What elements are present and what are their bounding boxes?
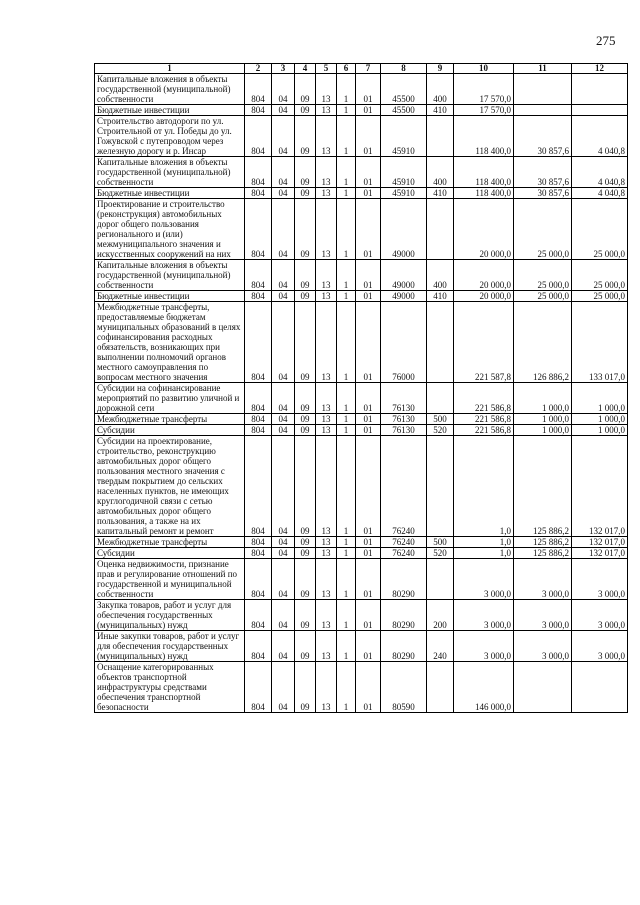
code-cell: 500 bbox=[427, 414, 454, 425]
row-name-cell: Субсидии bbox=[95, 548, 245, 559]
code-cell: 1 bbox=[337, 116, 356, 157]
amount-cell: 118 400,0 bbox=[454, 157, 514, 188]
amount-cell: 3 000,0 bbox=[572, 559, 628, 600]
code-cell bbox=[427, 662, 454, 713]
row-name-cell: Проектирование и строительство (реконструкция) автомобильных дорог общего пользования регионального и (или) межмуниципального значения и искусственных сооружений на них bbox=[95, 199, 245, 260]
table-row bbox=[95, 662, 628, 713]
code-cell: 09 bbox=[295, 291, 316, 302]
code-cell bbox=[427, 383, 454, 414]
code-cell: 804 bbox=[245, 116, 272, 157]
code-cell: 1 bbox=[337, 260, 356, 291]
header-cell: 11 bbox=[514, 64, 572, 74]
code-cell: 01 bbox=[356, 600, 381, 631]
code-cell: 04 bbox=[272, 425, 295, 436]
code-cell: 13 bbox=[316, 662, 337, 713]
amount-cell: 1 000,0 bbox=[514, 414, 572, 425]
amount-cell: 1,0 bbox=[454, 537, 514, 548]
code-cell: 01 bbox=[356, 157, 381, 188]
amount-cell: 125 886,2 bbox=[514, 537, 572, 548]
table-header-row bbox=[95, 64, 628, 74]
code-cell: 520 bbox=[427, 425, 454, 436]
table-body bbox=[95, 74, 628, 713]
code-cell: 804 bbox=[245, 188, 272, 199]
amount-cell: 3 000,0 bbox=[572, 600, 628, 631]
code-cell: 804 bbox=[245, 302, 272, 383]
header-cell: 8 bbox=[381, 64, 427, 74]
amount-cell: 30 857,6 bbox=[514, 116, 572, 157]
amount-cell: 221 586,8 bbox=[454, 414, 514, 425]
code-cell: 804 bbox=[245, 199, 272, 260]
header-cell: 1 bbox=[95, 64, 245, 74]
code-cell: 45500 bbox=[381, 105, 427, 116]
code-cell: 1 bbox=[337, 105, 356, 116]
code-cell: 01 bbox=[356, 414, 381, 425]
table-row bbox=[95, 116, 628, 157]
code-cell: 09 bbox=[295, 116, 316, 157]
header-cell: 7 bbox=[356, 64, 381, 74]
code-cell: 13 bbox=[316, 291, 337, 302]
amount-cell: 126 886,2 bbox=[514, 302, 572, 383]
amount-cell: 1,0 bbox=[454, 436, 514, 537]
table-row bbox=[95, 302, 628, 383]
amount-cell: 3 000,0 bbox=[454, 600, 514, 631]
code-cell: 04 bbox=[272, 537, 295, 548]
amount-cell: 132 017,0 bbox=[572, 537, 628, 548]
table-row bbox=[95, 425, 628, 436]
code-cell: 01 bbox=[356, 383, 381, 414]
code-cell: 09 bbox=[295, 631, 316, 662]
code-cell: 1 bbox=[337, 631, 356, 662]
code-cell: 09 bbox=[295, 188, 316, 199]
code-cell: 09 bbox=[295, 548, 316, 559]
table-row bbox=[95, 600, 628, 631]
amount-cell: 4 040,8 bbox=[572, 188, 628, 199]
code-cell: 04 bbox=[272, 157, 295, 188]
amount-cell: 20 000,0 bbox=[454, 199, 514, 260]
table-row bbox=[95, 260, 628, 291]
code-cell: 09 bbox=[295, 600, 316, 631]
amount-cell: 132 017,0 bbox=[572, 436, 628, 537]
row-name-cell: Строительство автодороги по ул. Строительной от ул. Победы до ул. Гожувской с путепроводом через железную дорогу и р. Инсар bbox=[95, 116, 245, 157]
code-cell: 49000 bbox=[381, 291, 427, 302]
code-cell: 01 bbox=[356, 425, 381, 436]
code-cell: 1 bbox=[337, 425, 356, 436]
code-cell: 1 bbox=[337, 537, 356, 548]
code-cell: 01 bbox=[356, 188, 381, 199]
code-cell: 09 bbox=[295, 105, 316, 116]
amount-cell: 125 886,2 bbox=[514, 548, 572, 559]
code-cell: 200 bbox=[427, 600, 454, 631]
code-cell: 520 bbox=[427, 548, 454, 559]
amount-cell: 1 000,0 bbox=[572, 383, 628, 414]
code-cell: 13 bbox=[316, 199, 337, 260]
code-cell bbox=[427, 302, 454, 383]
amount-cell: 3 000,0 bbox=[514, 559, 572, 600]
amount-cell: 25 000,0 bbox=[572, 291, 628, 302]
code-cell: 04 bbox=[272, 559, 295, 600]
code-cell: 804 bbox=[245, 157, 272, 188]
amount-cell: 25 000,0 bbox=[514, 260, 572, 291]
code-cell: 500 bbox=[427, 537, 454, 548]
code-cell: 45910 bbox=[381, 116, 427, 157]
amount-cell: 17 570,0 bbox=[454, 74, 514, 105]
amount-cell: 4 040,8 bbox=[572, 157, 628, 188]
code-cell: 804 bbox=[245, 548, 272, 559]
row-name-cell: Межбюджетные трансферты bbox=[95, 414, 245, 425]
code-cell: 01 bbox=[356, 302, 381, 383]
code-cell: 04 bbox=[272, 199, 295, 260]
code-cell: 13 bbox=[316, 600, 337, 631]
header-cell: 4 bbox=[295, 64, 316, 74]
code-cell: 01 bbox=[356, 105, 381, 116]
amount-cell: 20 000,0 bbox=[454, 260, 514, 291]
code-cell: 80290 bbox=[381, 559, 427, 600]
code-cell: 13 bbox=[316, 74, 337, 105]
table-row bbox=[95, 436, 628, 537]
table-row bbox=[95, 537, 628, 548]
header-cell: 9 bbox=[427, 64, 454, 74]
code-cell: 804 bbox=[245, 291, 272, 302]
code-cell: 13 bbox=[316, 436, 337, 537]
code-cell: 49000 bbox=[381, 199, 427, 260]
code-cell: 80590 bbox=[381, 662, 427, 713]
code-cell: 04 bbox=[272, 548, 295, 559]
code-cell: 13 bbox=[316, 548, 337, 559]
amount-cell: 25 000,0 bbox=[514, 291, 572, 302]
amount-cell: 17 570,0 bbox=[454, 105, 514, 116]
code-cell: 13 bbox=[316, 414, 337, 425]
amount-cell bbox=[572, 662, 628, 713]
code-cell: 1 bbox=[337, 74, 356, 105]
amount-cell: 118 400,0 bbox=[454, 188, 514, 199]
code-cell: 13 bbox=[316, 116, 337, 157]
code-cell: 1 bbox=[337, 414, 356, 425]
code-cell: 01 bbox=[356, 548, 381, 559]
amount-cell: 146 000,0 bbox=[454, 662, 514, 713]
code-cell bbox=[427, 559, 454, 600]
table-row bbox=[95, 188, 628, 199]
code-cell: 410 bbox=[427, 188, 454, 199]
table-row bbox=[95, 291, 628, 302]
amount-cell: 132 017,0 bbox=[572, 548, 628, 559]
code-cell: 45910 bbox=[381, 157, 427, 188]
code-cell: 04 bbox=[272, 600, 295, 631]
code-cell bbox=[427, 116, 454, 157]
amount-cell: 3 000,0 bbox=[454, 559, 514, 600]
code-cell: 76130 bbox=[381, 383, 427, 414]
code-cell: 76240 bbox=[381, 537, 427, 548]
table-row bbox=[95, 74, 628, 105]
amount-cell: 30 857,6 bbox=[514, 157, 572, 188]
amount-cell bbox=[514, 74, 572, 105]
code-cell: 1 bbox=[337, 383, 356, 414]
code-cell: 13 bbox=[316, 302, 337, 383]
code-cell: 04 bbox=[272, 260, 295, 291]
code-cell: 01 bbox=[356, 662, 381, 713]
amount-cell: 20 000,0 bbox=[454, 291, 514, 302]
code-cell: 01 bbox=[356, 74, 381, 105]
code-cell: 76240 bbox=[381, 436, 427, 537]
amount-cell: 221 586,8 bbox=[454, 425, 514, 436]
code-cell: 01 bbox=[356, 559, 381, 600]
code-cell: 804 bbox=[245, 436, 272, 537]
code-cell: 04 bbox=[272, 662, 295, 713]
code-cell: 804 bbox=[245, 260, 272, 291]
amount-cell: 3 000,0 bbox=[514, 631, 572, 662]
amount-cell bbox=[572, 105, 628, 116]
code-cell: 804 bbox=[245, 105, 272, 116]
code-cell: 04 bbox=[272, 291, 295, 302]
amount-cell bbox=[572, 74, 628, 105]
amount-cell: 1 000,0 bbox=[572, 425, 628, 436]
code-cell: 13 bbox=[316, 631, 337, 662]
code-cell: 13 bbox=[316, 425, 337, 436]
code-cell: 09 bbox=[295, 199, 316, 260]
code-cell: 13 bbox=[316, 188, 337, 199]
code-cell: 400 bbox=[427, 260, 454, 291]
code-cell: 804 bbox=[245, 559, 272, 600]
table-row bbox=[95, 559, 628, 600]
code-cell: 09 bbox=[295, 260, 316, 291]
code-cell: 804 bbox=[245, 414, 272, 425]
code-cell: 804 bbox=[245, 74, 272, 105]
amount-cell: 30 857,6 bbox=[514, 188, 572, 199]
code-cell: 09 bbox=[295, 302, 316, 383]
code-cell: 09 bbox=[295, 559, 316, 600]
code-cell: 400 bbox=[427, 74, 454, 105]
code-cell: 13 bbox=[316, 537, 337, 548]
code-cell: 04 bbox=[272, 631, 295, 662]
budget-table bbox=[94, 63, 628, 713]
row-name-cell: Субсидии на проектирование, строительство, реконструкцию автомобильных дорог общего пользования местного значения с твердым покрытием до сельских населенных пунктов, не имеющих круглогодичной связи с сетью автомобильных дорог общего пользования, а также на их капитальный ремонт и ремонт bbox=[95, 436, 245, 537]
code-cell bbox=[427, 199, 454, 260]
code-cell: 1 bbox=[337, 199, 356, 260]
row-name-cell: Бюджетные инвестиции bbox=[95, 291, 245, 302]
amount-cell: 3 000,0 bbox=[572, 631, 628, 662]
code-cell: 01 bbox=[356, 291, 381, 302]
code-cell: 76000 bbox=[381, 302, 427, 383]
amount-cell: 1 000,0 bbox=[572, 414, 628, 425]
code-cell: 01 bbox=[356, 537, 381, 548]
row-name-cell: Субсидии на софинансирование мероприятий по развитию уличной и дорожной сети bbox=[95, 383, 245, 414]
table-row bbox=[95, 199, 628, 260]
amount-cell bbox=[514, 105, 572, 116]
code-cell: 76240 bbox=[381, 548, 427, 559]
code-cell bbox=[427, 436, 454, 537]
row-name-cell: Бюджетные инвестиции bbox=[95, 188, 245, 199]
amount-cell: 1 000,0 bbox=[514, 425, 572, 436]
amount-cell: 133 017,0 bbox=[572, 302, 628, 383]
code-cell: 804 bbox=[245, 631, 272, 662]
code-cell: 04 bbox=[272, 414, 295, 425]
code-cell: 804 bbox=[245, 425, 272, 436]
row-name-cell: Межбюджетные трансферты bbox=[95, 537, 245, 548]
header-cell: 5 bbox=[316, 64, 337, 74]
row-name-cell: Капитальные вложения в объекты государственной (муниципальной) собственности bbox=[95, 260, 245, 291]
row-name-cell: Субсидии bbox=[95, 425, 245, 436]
table-row bbox=[95, 414, 628, 425]
page-number: 275 bbox=[596, 33, 616, 48]
code-cell: 1 bbox=[337, 188, 356, 199]
code-cell: 13 bbox=[316, 260, 337, 291]
amount-cell: 25 000,0 bbox=[514, 199, 572, 260]
amount-cell: 25 000,0 bbox=[572, 199, 628, 260]
table-row bbox=[95, 383, 628, 414]
amount-cell bbox=[514, 662, 572, 713]
code-cell: 04 bbox=[272, 302, 295, 383]
code-cell: 04 bbox=[272, 383, 295, 414]
code-cell: 400 bbox=[427, 157, 454, 188]
amount-cell: 118 400,0 bbox=[454, 116, 514, 157]
header-cell: 10 bbox=[454, 64, 514, 74]
code-cell: 04 bbox=[272, 436, 295, 537]
header-cell: 3 bbox=[272, 64, 295, 74]
code-cell: 1 bbox=[337, 559, 356, 600]
code-cell: 09 bbox=[295, 383, 316, 414]
code-cell: 1 bbox=[337, 157, 356, 188]
code-cell: 13 bbox=[316, 157, 337, 188]
row-name-cell: Капитальные вложения в объекты государственной (муниципальной) собственности bbox=[95, 157, 245, 188]
code-cell: 45500 bbox=[381, 74, 427, 105]
code-cell: 1 bbox=[337, 291, 356, 302]
code-cell: 09 bbox=[295, 537, 316, 548]
code-cell: 45910 bbox=[381, 188, 427, 199]
code-cell: 13 bbox=[316, 105, 337, 116]
row-name-cell: Межбюджетные трансферты, предоставляемые бюджетам муниципальных образований в целях софинансирования расходных обязательств, возникающих при выполнении полномочий органов местного самоуправления по вопросам местного значения bbox=[95, 302, 245, 383]
amount-cell: 1 000,0 bbox=[514, 383, 572, 414]
code-cell: 1 bbox=[337, 662, 356, 713]
code-cell: 09 bbox=[295, 662, 316, 713]
code-cell: 1 bbox=[337, 302, 356, 383]
code-cell: 04 bbox=[272, 188, 295, 199]
amount-cell: 221 587,8 bbox=[454, 302, 514, 383]
code-cell: 804 bbox=[245, 662, 272, 713]
code-cell: 01 bbox=[356, 631, 381, 662]
code-cell: 13 bbox=[316, 559, 337, 600]
table-row bbox=[95, 548, 628, 559]
code-cell: 1 bbox=[337, 436, 356, 537]
amount-cell: 125 886,2 bbox=[514, 436, 572, 537]
row-name-cell: Иные закупки товаров, работ и услуг для обеспечения государственных (муниципальных) нужд bbox=[95, 631, 245, 662]
code-cell: 49000 bbox=[381, 260, 427, 291]
code-cell: 04 bbox=[272, 116, 295, 157]
code-cell: 410 bbox=[427, 105, 454, 116]
code-cell: 804 bbox=[245, 537, 272, 548]
code-cell: 01 bbox=[356, 436, 381, 537]
amount-cell: 4 040,8 bbox=[572, 116, 628, 157]
code-cell: 1 bbox=[337, 548, 356, 559]
amount-cell: 3 000,0 bbox=[454, 631, 514, 662]
code-cell: 13 bbox=[316, 383, 337, 414]
header-cell: 12 bbox=[572, 64, 628, 74]
code-cell: 09 bbox=[295, 157, 316, 188]
code-cell: 09 bbox=[295, 414, 316, 425]
code-cell: 01 bbox=[356, 199, 381, 260]
code-cell: 80290 bbox=[381, 631, 427, 662]
code-cell: 76130 bbox=[381, 425, 427, 436]
row-name-cell: Оснащение категорированных объектов транспортной инфраструктуры средствами обеспечения транспортной безопасности bbox=[95, 662, 245, 713]
code-cell: 09 bbox=[295, 74, 316, 105]
code-cell: 804 bbox=[245, 600, 272, 631]
code-cell: 1 bbox=[337, 600, 356, 631]
code-cell: 09 bbox=[295, 425, 316, 436]
code-cell: 804 bbox=[245, 383, 272, 414]
row-name-cell: Оценка недвижимости, признание прав и регулирование отношений по государственной и муниципальной собственности bbox=[95, 559, 245, 600]
row-name-cell: Капитальные вложения в объекты государственной (муниципальной) собственности bbox=[95, 74, 245, 105]
header-cell: 6 bbox=[337, 64, 356, 74]
amount-cell: 3 000,0 bbox=[514, 600, 572, 631]
code-cell: 04 bbox=[272, 105, 295, 116]
table-row bbox=[95, 631, 628, 662]
code-cell: 76130 bbox=[381, 414, 427, 425]
code-cell: 01 bbox=[356, 116, 381, 157]
amount-cell: 221 586,8 bbox=[454, 383, 514, 414]
amount-cell: 25 000,0 bbox=[572, 260, 628, 291]
code-cell: 01 bbox=[356, 260, 381, 291]
amount-cell: 1,0 bbox=[454, 548, 514, 559]
code-cell: 240 bbox=[427, 631, 454, 662]
table-row bbox=[95, 105, 628, 116]
code-cell: 410 bbox=[427, 291, 454, 302]
table-row bbox=[95, 157, 628, 188]
row-name-cell: Бюджетные инвестиции bbox=[95, 105, 245, 116]
header-cell: 2 bbox=[245, 64, 272, 74]
code-cell: 04 bbox=[272, 74, 295, 105]
code-cell: 80290 bbox=[381, 600, 427, 631]
code-cell: 09 bbox=[295, 436, 316, 537]
row-name-cell: Закупка товаров, работ и услуг для обеспечения государственных (муниципальных) нужд bbox=[95, 600, 245, 631]
